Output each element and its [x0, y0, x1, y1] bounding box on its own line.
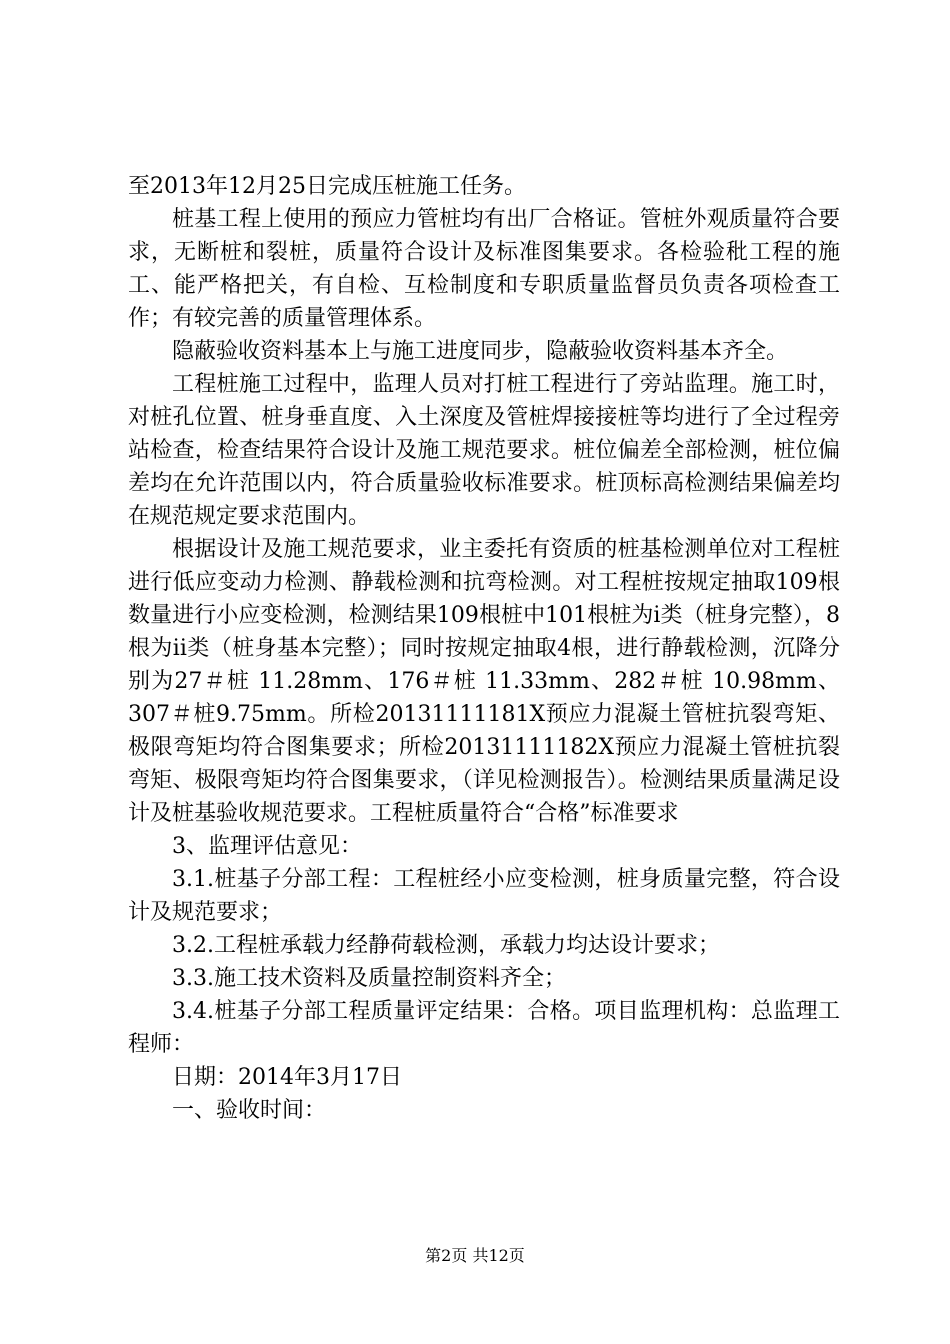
paragraph-date: 日期：2014年3月17日 [172, 1065, 402, 1090]
paragraph-item-3-4: 3.4.桩基子分部工程质量评定结果：合格。项目监理机构：总监理工程师： [128, 999, 840, 1057]
paragraph-concealed-acceptance: 隐蔽验收资料基本上与施工进度同步，隐蔽验收资料基本齐全。 [172, 339, 789, 364]
section-heading-evaluation: 3、监理评估意见： [172, 834, 362, 859]
paragraph-item-3-2: 3.2.工程桩承载力经静荷载检测，承载力均达设计要求； [172, 933, 720, 958]
paragraph-item-3-3: 3.3.施工技术资料及质量控制资料齐全； [172, 966, 566, 991]
paragraph-completion-date: 至2013年12月25日完成压桩施工任务。 [128, 174, 526, 199]
section-heading-acceptance-time: 一、验收时间： [172, 1098, 327, 1123]
page-footer: 第2页 共12页 [425, 1246, 525, 1265]
paragraph-pile-certificate: 桩基工程上使用的预应力管桩均有出厂合格证。管桩外观质量符合要求，无断桩和裂桩，质量符合设计及标准图集要求。各检验秕工程的施工、能严格把关，有自检、互检制度和专职质量监督员负责各项检查工作；有较完善的质量管理体系。 [128, 207, 840, 331]
document-body [128, 170, 840, 1127]
paragraph-supervision: 工程桩施工过程中，监理人员对打桩工程进行了旁站监理。施工时，对桩孔位置、桩身垂直度、入土深度及管桩焊接接桩等均进行了全过程旁站检查，检查结果符合设计及施工规范要求。桩位偏差全部检测，桩位偏差均在允许范围以内，符合质量验收标准要求。桩顶标高检测结果偏差均在规范规定要求范围内。 [128, 372, 840, 529]
paragraph-item-3-1: 3.1.桩基子分部工程：工程桩经小应变检测，桩身质量完整，符合设计及规范要求； [128, 867, 840, 925]
paragraph-testing: 根据设计及施工规范要求，业主委托有资质的桩基检测单位对工程桩进行低应变动力检测、静载检测和抗弯检测。对工程桩按规定抽取109根数量进行小应变检测，检测结果109根桩中101根桩为i类（桩身完整），8根为ii类（桩身基本完整）；同时按规定抽取4根，进行静载检测，沉降分别为27＃桩 11.28mm、176＃桩 11.33mm、282＃桩 10.98mm、307＃桩9.75mm。所检20131111181X预应力混凝土管桩抗裂弯矩、极限弯矩均符合图集要求；所检20131111182X预应力混凝土管桩抗裂弯矩、极限弯矩均符合图集要求，（详见检测报告）。检测结果质量满足设计及桩基验收规范要求。工程桩质量符合“合格”标准要求 [128, 537, 840, 826]
